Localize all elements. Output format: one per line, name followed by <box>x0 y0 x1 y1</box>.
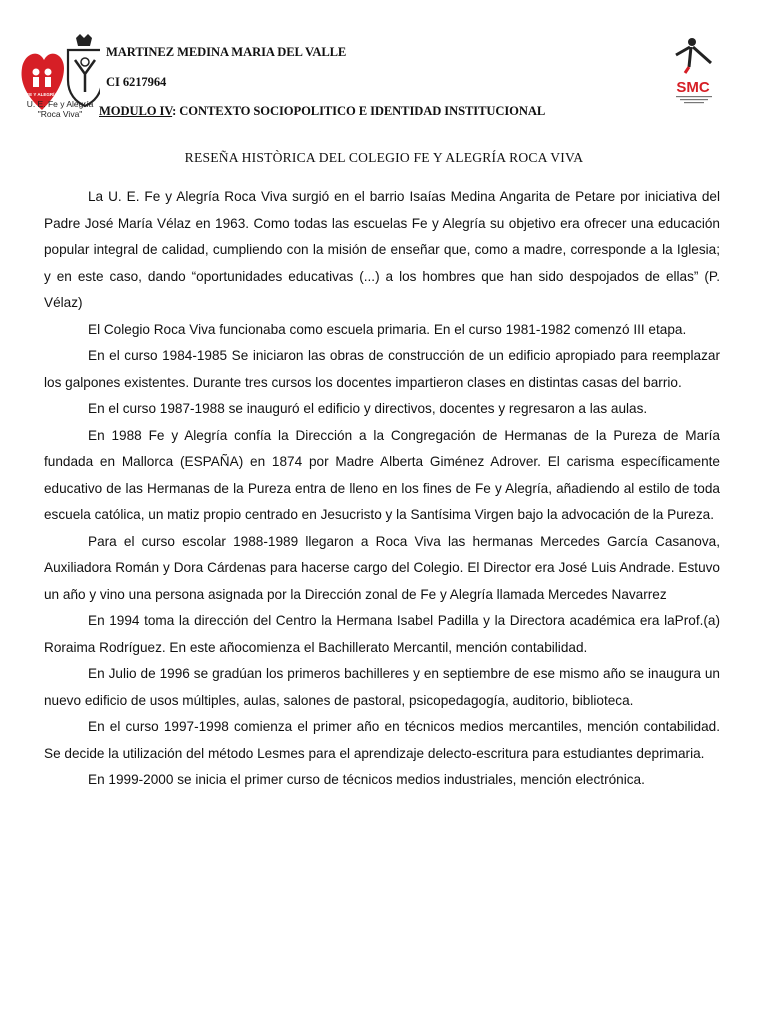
caption-line-1: U. E. Fe y Alegría <box>26 99 94 109</box>
paragraph: En 1999-2000 se inicia el primer curso de técnicos medios industriales, mención electrónica. <box>88 772 645 787</box>
crest-icon <box>68 34 100 106</box>
paragraph: En 1988 Fe y Alegría confía la Dirección a la Congregación de Hermanas de la Pureza de María fundada en Mallorca (ESPAÑA) en 1874 por Madre Alberta Giménez Adrover. El carisma específicamente educativo de las Hermanas de la Pureza entra de lleno en los fines de Fe y Alegría, añadiendo al estilo de toda escuela católica, un matiz propio centrado en Jesucristo y la Santísima Virgen bajo la advocación de la Pureza. <box>44 427 720 522</box>
left-logo-caption <box>18 99 102 119</box>
student-ci: CI 6217964 <box>106 75 167 89</box>
module-label: MODULO IV <box>99 104 173 118</box>
document-body <box>44 184 720 794</box>
paragraph: La U. E. Fe y Alegría Roca Viva surgió en el barrio Isaías Medina Angarita de Petare por iniciativa del Padre José María Vélaz en 1963. Como todas las escuelas Fe y Alegría su objetivo era ofrecer una educación popular integral de calidad, cumpliendo con la misión de enseñar que, como a madre, corresponde a la Iglesia; y en este caso, dando “oportunidades educativas (...) a los hombres que han sido despojados de ellas” (P. Vélaz) <box>44 189 720 310</box>
smc-text: SMC <box>676 79 710 96</box>
smc-logo <box>660 36 730 106</box>
document-title: RESEÑA HISTÒRICA DEL COLEGIO FE Y ALEGRÍA ROCA VIVA <box>184 150 584 165</box>
paragraph: En Julio de 1996 se gradúan los primeros bachilleres y en septiembre de ese mismo año se inaugura un nuevo edificio de usos múltiples, aulas, salones de pastoral, psicopedagogía, auditorio, biblioteca. <box>44 666 720 708</box>
paragraph: En el curso 1987-1988 se inauguró el edificio y directivos, docentes y regresaron a las aulas. <box>88 401 648 416</box>
paragraph: En el curso 1997-1998 comienza el primer año en técnicos medios mercantiles, mención contabilidad. Se decide la utilización del método Lesmes para el aprendizaje delecto-escritura para estudiantes deprimaria. <box>44 719 720 761</box>
paragraph: El Colegio Roca Viva funcionaba como escuela primaria. En el curso 1981-1982 comenzó III etapa. <box>88 321 687 337</box>
module-title: : CONTEXTO SOCIOPOLITICO E IDENTIDAD INSTITUCIONAL <box>172 104 546 118</box>
module-heading <box>99 104 545 119</box>
caption-line-2: "Roca Viva" <box>37 109 83 119</box>
heart-label: FE Y ALEGRÍA <box>26 92 58 97</box>
paragraph: En el curso 1984-1985 Se iniciaron las obras de construcción de un edificio apropiado para reemplazar los galpones existentes. Durante tres cursos los docentes impartieron clases en distintas casas del barrio. <box>44 348 720 390</box>
paragraph: Para el curso escolar 1988-1989 llegaron a Roca Viva las hermanas Mercedes García Casanova, Auxiliadora Román y Dora Cárdenas para hacerse cargo del Colegio. El Director era José Luis Andrade. Estuvo un año y vino una persona asignada por la Dirección zonal de Fe y Alegría llamada Mercedes Navarrez <box>44 533 720 602</box>
student-name: MARTINEZ MEDINA MARIA DEL VALLE <box>106 45 347 59</box>
paragraph: En 1994 toma la dirección del Centro la Hermana Isabel Padilla y la Directora académica era laProf.(a) Roraima Rodríguez. En este añocomienza el Bachillerato Mercantil, mención contabilidad. <box>44 613 720 655</box>
